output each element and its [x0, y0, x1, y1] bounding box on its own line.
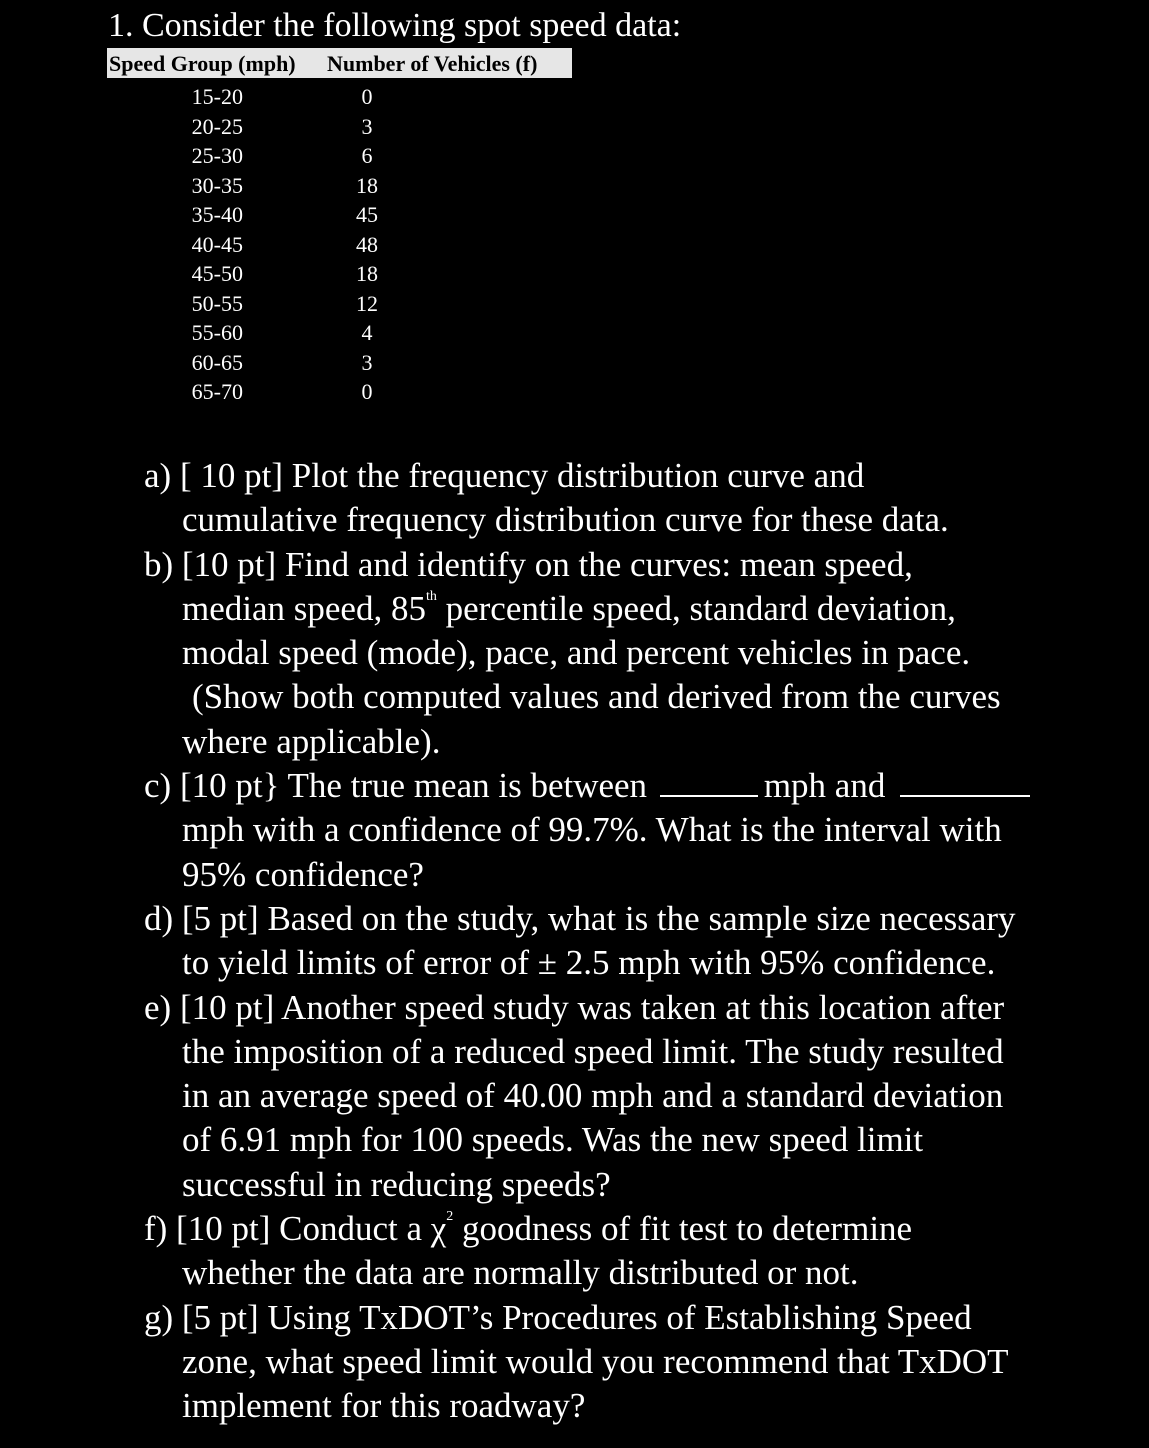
- question-f: [144, 1207, 1124, 1296]
- problem-title: 1. Consider the following spot speed data:: [108, 7, 682, 44]
- question-f-line: f) [10 pt] Conduct a χ: [144, 1209, 447, 1249]
- vehicle-count-cell: 18: [356, 261, 378, 286]
- question-b-line: where applicable).: [182, 721, 441, 761]
- question-b-line: median speed, 85: [182, 588, 426, 628]
- vehicle-count-cell: 0: [361, 84, 373, 109]
- speed-group-cell: 55-60: [191, 320, 243, 345]
- question-c-line: 95% confidence?: [182, 854, 424, 894]
- question-g-line: zone, what speed limit would you recommend that TxDOT: [182, 1341, 1009, 1381]
- question-d: [144, 897, 1124, 986]
- questions-list: [144, 454, 1124, 1429]
- vehicle-count-cell: 45: [356, 202, 378, 227]
- table-row: [107, 230, 461, 260]
- speed-group-cell: 45-50: [191, 261, 243, 286]
- question-d-line: to yield limits of error of ± 2.5 mph with 95% confidence.: [182, 943, 996, 983]
- table-row: [107, 377, 461, 407]
- table-row: [107, 112, 461, 142]
- table-row: [107, 200, 461, 230]
- column-header-speed-group: Speed Group (mph): [109, 51, 296, 76]
- speed-group-cell: 60-65: [191, 349, 243, 375]
- question-a-line: a) [ 10 pt] Plot the frequency distribution curve and: [144, 456, 865, 495]
- question-c-line: mph with a confidence of 99.7%. What is the interval with: [182, 810, 1002, 850]
- question-c: [144, 764, 1124, 897]
- speed-group-cell: 25-30: [191, 143, 243, 168]
- speed-group-cell: 30-35: [191, 172, 243, 198]
- question-e-line: of 6.91 mph for 100 speeds. Was the new speed limit: [182, 1120, 924, 1160]
- question-b-line: (Show both computed values and derived from the curves: [192, 677, 1001, 717]
- speed-group-cell: 35-40: [191, 202, 243, 227]
- question-f-line: whether the data are normally distributed or not.: [182, 1253, 859, 1293]
- question-e-line: successful in reducing speeds?: [182, 1164, 611, 1204]
- question-b-line: b) [10 pt] Find and identify on the curves: mean speed,: [144, 544, 913, 584]
- speed-group-cell: 65-70: [191, 379, 243, 404]
- speed-group-cell: 40-45: [191, 231, 243, 257]
- question-e-line: e) [10 pt] Another speed study was taken at this location after: [144, 987, 1005, 1027]
- question-a: [144, 454, 1124, 543]
- ordinal-suffix: th: [425, 588, 437, 604]
- table-header-row: [107, 48, 572, 78]
- question-b-line: percentile speed, standard deviation,: [436, 588, 956, 628]
- table-row: [107, 171, 461, 201]
- question-f-line: goodness of fit test to determine: [453, 1209, 913, 1249]
- speed-group-cell: 20-25: [191, 113, 243, 139]
- question-g: [144, 1296, 1124, 1429]
- question-c-line: c) [10 pt} The true mean is between: [144, 766, 648, 806]
- vehicle-count-cell: 3: [361, 113, 373, 139]
- vehicle-count-cell: 4: [361, 320, 373, 345]
- question-g-line: g) [5 pt] Using TxDOT’s Procedures of Establishing Speed: [144, 1297, 972, 1337]
- answer-blank-lower: [660, 767, 758, 797]
- superscript-two: 2: [446, 1209, 454, 1225]
- vehicle-count-cell: 48: [356, 231, 378, 257]
- vehicle-count-cell: 6: [361, 143, 373, 168]
- speed-group-cell: 50-55: [191, 290, 243, 316]
- question-e-line: in an average speed of 40.00 mph and a standard deviation: [182, 1076, 1004, 1116]
- speed-group-cell: 15-20: [191, 84, 243, 109]
- table-row: [107, 348, 461, 378]
- question-g-line: implement for this roadway?: [182, 1386, 586, 1426]
- vehicle-count-cell: 3: [361, 349, 373, 375]
- table-row: [107, 259, 461, 289]
- question-e: [144, 986, 1124, 1207]
- answer-blank-upper: [900, 767, 1030, 797]
- column-header-number-of-vehicles: Number of Vehicles (f): [327, 51, 538, 76]
- vehicle-count-cell: 0: [361, 379, 373, 404]
- table-row: [107, 318, 461, 348]
- table-row: [107, 82, 461, 112]
- vehicle-count-cell: 18: [356, 172, 378, 198]
- vehicle-count-cell: 12: [356, 290, 378, 316]
- table-row: [107, 141, 461, 171]
- question-a-line: cumulative frequency distribution curve for these data.: [182, 500, 949, 540]
- speed-data-table: [107, 82, 461, 407]
- question-b-line: modal speed (mode), pace, and percent vehicles in pace.: [182, 633, 971, 673]
- question-c-line: mph and: [763, 766, 886, 806]
- question-e-line: the imposition of a reduced speed limit. The study resulted: [182, 1031, 1004, 1071]
- question-d-line: d) [5 pt] Based on the study, what is the sample size necessary: [144, 898, 1016, 938]
- question-b: [144, 543, 1124, 764]
- table-row: [107, 289, 461, 319]
